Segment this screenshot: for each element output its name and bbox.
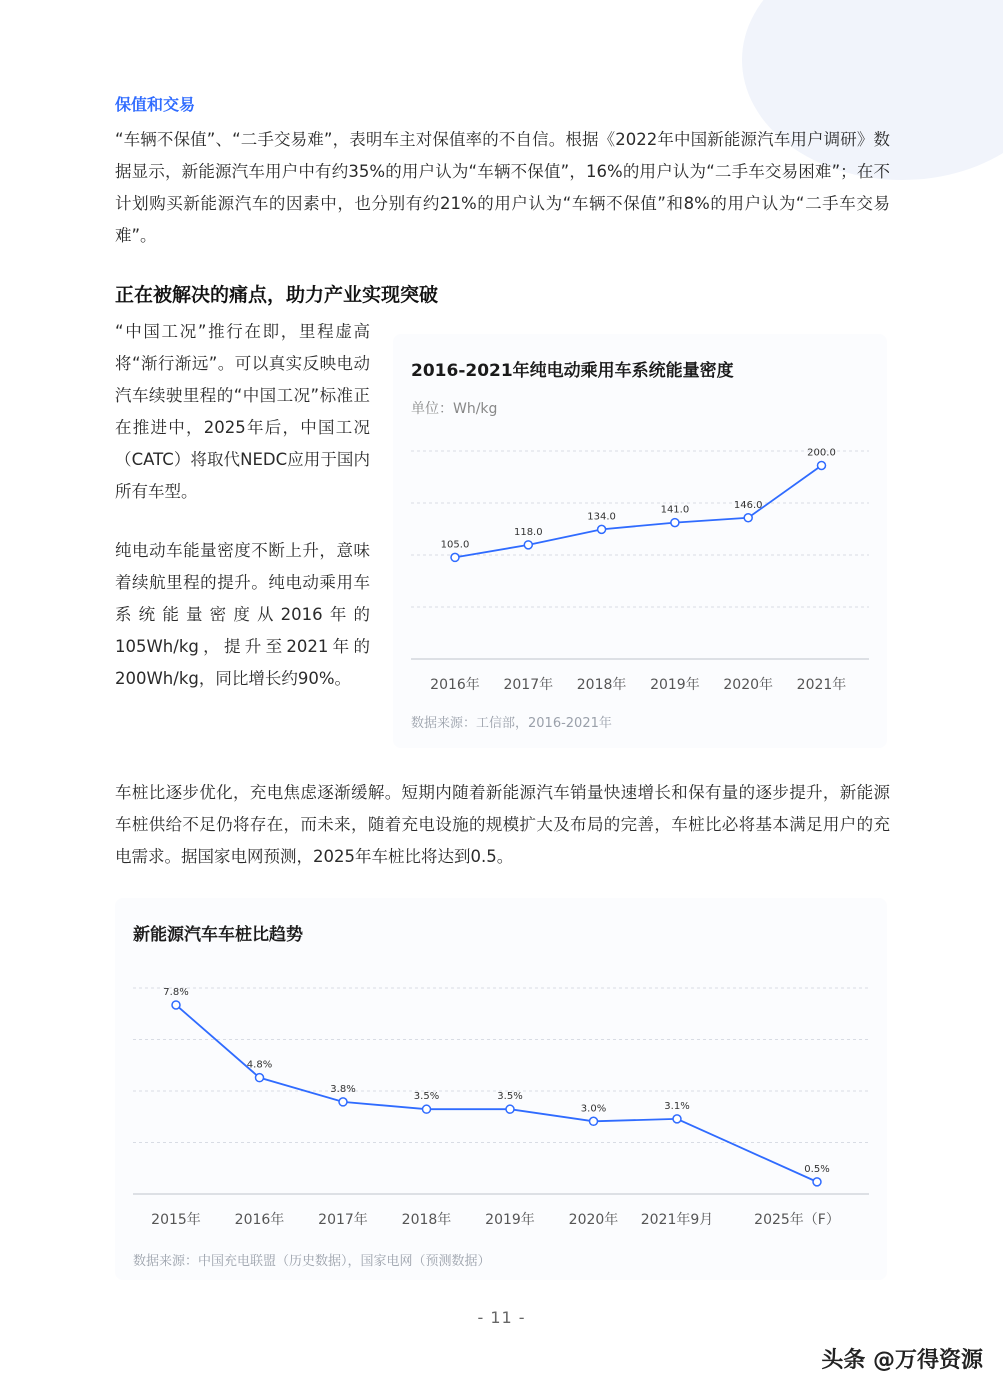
watermark-text: 头条 @万得资源 [821,1348,983,1373]
chart-title: 新能源汽车车桩比趋势 [133,925,303,945]
data-label: 146.0 [733,499,763,511]
paragraph-china-cycle: “中国工况”推行在即，里程虚高将“渐行渐远”。可以真实反映电动汽车续驶里程的“中国工况”标准正在推进中，2025年后，中国工况（CATC）将取代NEDC应用于国内所有车型。 [115,322,370,501]
series-line [455,466,822,558]
charger-ratio-chart-card [115,898,887,1280]
data-point [451,553,459,561]
data-label: 3.1% [664,1100,690,1112]
x-tick-label: 2021年 [796,677,847,693]
paragraph-charger-ratio: 车桩比逐步优化，充电焦虑逐渐缓解。短期内随着新能源汽车销量快速增长和保有量的逐步提升，新能源车桩供给不足仍将存在，而未来，随着充电设施的规模扩大及布局的完善，车桩比必将基本满足用户的充电需求。据国家电网预测，2025年车桩比将达到0.5。 [115,783,890,866]
data-point [818,462,826,470]
data-label: 134.0 [587,511,616,523]
data-point [172,1001,180,1009]
paragraph-value-retention: “车辆不保值”、“二手交易难”，表明车主对保值率的不自信。根据《2022年中国新能源汽车用户调研》数据显示，新能源汽车用户中有约35%的用户认为“车辆不保值”，16%的用户认为“二手车交易困难”；在不计划购买新能源汽车的因素中，也分别有约21%的用户认为“车辆不保值”和8%的用户认为“二手车交易难”。 [115,130,890,245]
energy-density-chart-card [393,334,887,748]
chart-source: 数据来源：工信部，2016-2021年 [411,716,612,731]
x-tick-label: 2019年 [485,1212,535,1228]
data-label: 141.0 [660,504,690,516]
x-tick-label: 2020年 [568,1212,619,1228]
x-tick-label: 2018年 [401,1212,452,1228]
section-heading: 正在被解决的痛点，助力产业实现突破 [115,284,439,306]
x-tick-label: 2016年 [234,1212,285,1228]
chart-unit: 单位：Wh/kg [411,401,498,417]
x-tick-label: 2015年 [151,1212,201,1228]
data-label: 118.0 [513,526,543,538]
data-point [524,541,532,549]
chart-title: 2016-2021年纯电动乘用车系统能量密度 [411,361,734,381]
data-label: 105.0 [440,539,470,551]
data-point [598,525,606,533]
data-label: 4.8% [246,1059,273,1071]
data-point [339,1098,347,1106]
x-tick-label: 2020年 [723,677,774,693]
chart-source: 数据来源：中国充电联盟（历史数据），国家电网（预测数据） [133,1254,491,1269]
page-number: - 11 - [477,1308,526,1327]
data-point [744,514,752,522]
data-label: 0.5% [804,1163,830,1175]
x-tick-label: 2021年9月 [640,1212,714,1228]
data-point [671,519,679,527]
data-point [423,1105,431,1113]
x-tick-label: 2018年 [576,677,627,693]
data-point [673,1115,681,1123]
data-label: 3.5% [413,1091,440,1103]
x-tick-label: 2017年 [503,677,554,693]
x-tick-label: 2025年（F） [754,1212,840,1228]
paragraph-energy-density: 纯电动车能量密度不断上升，意味着续航里程的提升。纯电动乘用车系统能量密度从2016年的105Wh/kg，提升至2021年的200Wh/kg，同比增长约90%。 [115,541,370,688]
section-subheading: 保值和交易 [115,95,196,114]
data-label: 3.0% [580,1103,607,1115]
data-label: 3.8% [330,1083,356,1095]
data-point [590,1117,598,1125]
x-tick-label: 2016年 [430,677,480,693]
charger-ratio-line-chart [115,948,887,1268]
data-label: 3.5% [497,1091,523,1103]
data-label: 200.0 [807,447,836,459]
data-point [506,1105,514,1113]
data-point [256,1074,264,1082]
data-label: 7.8% [163,986,189,998]
data-point [813,1178,821,1186]
x-tick-label: 2017年 [318,1212,368,1228]
x-tick-label: 2019年 [650,677,700,693]
